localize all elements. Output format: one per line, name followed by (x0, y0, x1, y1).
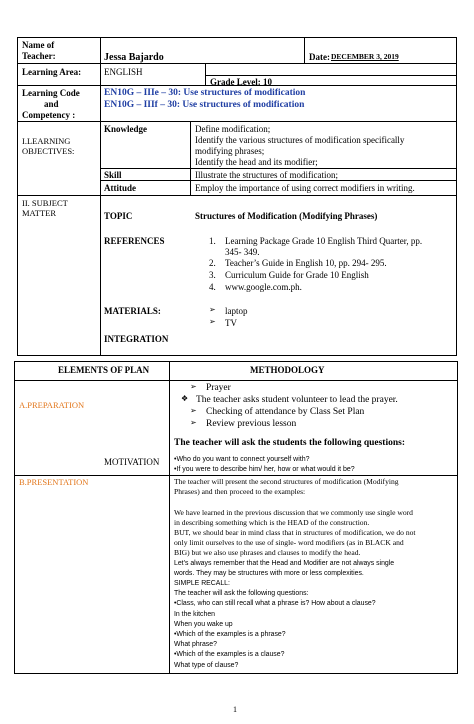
name-label-2: Teacher: (22, 51, 56, 61)
row-divider (17, 195, 457, 196)
competency-label: Competency : (22, 110, 76, 120)
row-divider (17, 63, 457, 64)
knowledge-line: Identify the head and its modifier; (195, 157, 318, 167)
reference-number: 2. (209, 258, 216, 268)
presentation-line: Let’s always remember that the Head and Modifier are not always single (174, 559, 395, 567)
attitude-text: Employ the importance of using correct modifiers in writing. (195, 183, 415, 193)
preparation-label: A.PREPARATION (19, 400, 85, 410)
reference-item-cont: 345- 349. (225, 247, 260, 257)
topic-label: TOPIC (104, 211, 133, 221)
subject-label: II. SUBJECT (22, 198, 68, 208)
column-divider (205, 63, 206, 85)
prep-item: Checking of attendance by Class Set Plan (206, 407, 365, 417)
reference-item: Learning Package Grade 10 English Third Quarter, pp. (225, 236, 423, 246)
reference-number: 3. (209, 270, 216, 280)
presentation-line: What phrase? (174, 641, 217, 649)
learning-code-and: and (44, 99, 59, 109)
prep-item: The teacher asks student volunteer to lead the prayer. (196, 395, 398, 405)
date-value: DECEMBER 3, 2019 (331, 52, 399, 61)
presentation-line: When you wake up (174, 620, 233, 628)
row-divider (14, 475, 458, 476)
elements-header: ELEMENTS OF PLAN (58, 365, 150, 375)
presentation-line: •Which of the examples is a phrase? (174, 631, 286, 638)
presentation-line: BIG) but we also use phrases and clauses to modify the head. (174, 548, 361, 558)
reference-item: Curriculum Guide for Grade 10 English (225, 270, 369, 280)
motivation-question: •If you were to describe him/ her, how or what would it be? (174, 466, 355, 473)
objectives-label: I.LEARNING (22, 136, 71, 146)
presentation-line: words. They may be structures with more or less complexities. (174, 569, 364, 577)
diamond-bullet-icon: ❖ (181, 394, 189, 403)
learning-code-2: EN10G – IIIf – 30: Use structures of modification (104, 100, 305, 110)
learning-code-1: EN10G – IIIe – 30: Use structures of modification (104, 88, 306, 98)
material-item: TV (225, 318, 237, 328)
column-divider (100, 37, 101, 355)
column-divider (169, 361, 170, 674)
learning-area-value: ENGLISH (104, 67, 143, 77)
prep-item: Review previous lesson (206, 419, 297, 429)
grade-level: Grade Level: 10 (210, 77, 272, 87)
integration-label: INTEGRATION (104, 334, 169, 344)
methodology-header: METHODOLOGY (250, 365, 325, 375)
column-divider (304, 37, 305, 63)
table-border-left (17, 37, 18, 355)
presentation-line: •Class, who can still recall what a phrase is? How about a clause? (174, 600, 376, 608)
prep-item: Prayer (206, 383, 231, 393)
table-border-right (457, 361, 458, 674)
presentation-label: B.PRESENTATION (19, 477, 89, 487)
table-border-top (14, 361, 458, 362)
row-divider (14, 380, 458, 381)
date-label: Date: (309, 52, 330, 62)
teacher-name: Jessa Bajardo (104, 52, 164, 63)
presentation-line: What type of clause? (174, 661, 239, 669)
row-divider (100, 168, 457, 169)
reference-number: 1. (209, 236, 216, 246)
learning-code-label: Learning Code (22, 88, 80, 98)
knowledge-label: Knowledge (104, 124, 148, 134)
presentation-line: The teacher will ask the following questions: (174, 590, 309, 598)
objectives-label-2: OBJECTIVES: (22, 146, 75, 156)
skill-label: Skill (104, 170, 122, 180)
arrow-bullet-icon: ➢ (190, 418, 197, 427)
motivation-question: •Who do you want to connect yourself with? (174, 456, 310, 463)
knowledge-line: Define modification; (195, 124, 271, 134)
table-border-top (17, 37, 457, 38)
skill-text: Illustrate the structures of modification; (195, 170, 338, 180)
material-item: laptop (225, 306, 248, 316)
references-label: REFERENCES (104, 236, 165, 246)
reference-item: Teacher’s Guide in English 10, pp. 294- 295. (225, 258, 387, 268)
knowledge-line: Identify the various structures of modification specifically (195, 135, 405, 145)
arrow-bullet-icon: ➢ (190, 382, 197, 391)
presentation-line: In the kitchen (174, 610, 215, 618)
presentation-line: only limit ourselves to the use of single- word modifiers (as in BLACK and (174, 538, 404, 548)
question-intro: The teacher will ask the students the following questions: (174, 438, 406, 448)
column-divider (190, 121, 191, 195)
subject-label-2: MATTER (22, 208, 56, 218)
table-border-right (456, 37, 457, 355)
materials-label: MATERIALS: (104, 306, 161, 316)
topic-value: Structures of Modification (Modifying Phrases) (195, 211, 378, 221)
table-border-bottom (17, 355, 457, 356)
row-divider (17, 121, 457, 122)
row-divider (205, 75, 457, 76)
knowledge-line: modifying phrases; (195, 146, 265, 156)
name-label: Name of (22, 40, 55, 50)
learning-area-label: Learning Area: (22, 67, 82, 77)
reference-item: www.google.com.ph. (225, 282, 302, 292)
presentation-line: We have learned in the previous discussion that we commonly use single word (174, 507, 413, 517)
presentation-line: The teacher will present the second structures of modification (Modifying (174, 477, 399, 486)
arrow-bullet-icon: ➢ (209, 317, 216, 326)
presentation-line: in describing something which is the HEAD of the construction. (174, 517, 370, 527)
presentation-line: SIMPLE RECALL: (174, 580, 230, 587)
table-border-bottom (14, 673, 458, 674)
presentation-line: •Which of the examples is a clause? (174, 651, 285, 659)
reference-number: 4. (209, 282, 216, 292)
presentation-line: BUT, we should bear in mind class that in structures of modification, we do not (174, 528, 416, 537)
arrow-bullet-icon: ➢ (209, 305, 216, 314)
table-border-left (14, 361, 15, 674)
page-number: 1 (233, 705, 237, 714)
presentation-line: Phrases) and then proceed to the examples: (174, 487, 306, 497)
attitude-label: Attitude (104, 183, 136, 193)
arrow-bullet-icon: ➢ (190, 406, 197, 415)
motivation-label: MOTIVATION (104, 457, 160, 467)
